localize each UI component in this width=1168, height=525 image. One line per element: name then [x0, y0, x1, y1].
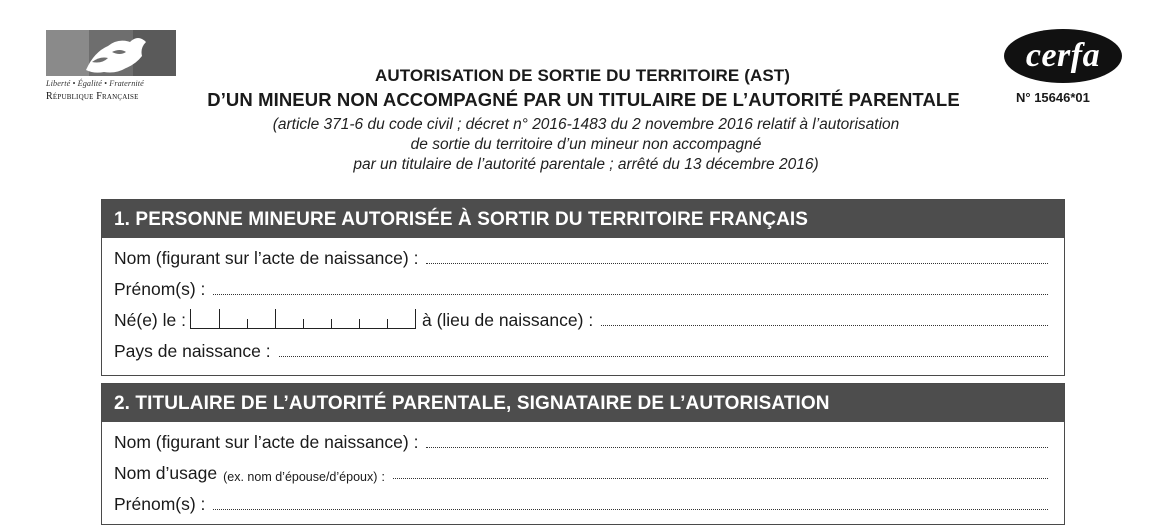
parent-usage-hint: (ex. nom d’épouse/d’époux): [223, 470, 378, 484]
parent-usage-field[interactable]: [393, 477, 1048, 479]
minor-birth-row: [102, 300, 1064, 331]
minor-nom-row: [102, 238, 1064, 269]
form-title-line2: D’UN MINEUR NON ACCOMPAGNÉ PAR UN TITULAIRE DE L’AUTORITÉ PARENTALE: [207, 89, 960, 110]
minor-prenom-label: Prénom(s) :: [114, 279, 206, 299]
parent-nom-label: Nom (figurant sur l’acte de naissance) :: [114, 432, 419, 452]
minor-prenom-field[interactable]: [213, 293, 1048, 295]
minor-prenom-row: [102, 269, 1064, 300]
parent-nom-row: [102, 422, 1064, 453]
parent-usage-label: Nom d’usage: [114, 463, 218, 483]
minor-birthplace-label: à (lieu de naissance) :: [421, 310, 594, 330]
logo-motto: Liberté • Égalité • Fraternité: [46, 79, 144, 88]
minor-country-label: Pays de naissance :: [114, 341, 271, 361]
form-title-line1: AUTORISATION DE SORTIE DU TERRITOIRE (AST): [374, 66, 791, 85]
cerfa-number: N° 15646*01: [1016, 90, 1090, 105]
parent-prenom-row: [102, 484, 1064, 515]
cerfa-label: cerfa: [1004, 29, 1122, 83]
minor-country-row: [102, 331, 1064, 362]
parent-usage-colon: :: [381, 469, 386, 484]
logo-republic: République Française: [46, 91, 139, 102]
subtitle-line1: (article 371-6 du code civil ; décret n° 2016-1483 du 2 novembre 2016 relatif à l’autorisation: [272, 116, 900, 133]
minor-nom-label: Nom (figurant sur l’acte de naissance) :: [114, 248, 419, 268]
minor-birthplace-field[interactable]: [601, 324, 1048, 326]
form-subtitle: [160, 115, 1012, 175]
parent-usage-row: [102, 453, 1064, 484]
subtitle-line3: par un titulaire de l’autorité parentale ; arrêté du 13 décembre 2016): [353, 156, 819, 173]
cerfa-logo: [1004, 29, 1122, 83]
marianne-icon: [46, 30, 176, 76]
minor-nom-field[interactable]: [426, 262, 1048, 264]
section2-heading: 2. TITULAIRE DE L’AUTORITÉ PARENTALE, SIGNATAIRE DE L’AUTORISATION: [102, 384, 1064, 422]
minor-country-field[interactable]: [279, 355, 1048, 357]
parent-prenom-label: Prénom(s) :: [114, 494, 206, 514]
parent-nom-field[interactable]: [426, 446, 1048, 448]
section-parent: [101, 383, 1065, 525]
minor-birthdate-field[interactable]: [190, 309, 416, 329]
republique-francaise-logo: [46, 30, 180, 102]
minor-birthdate-label: Né(e) le :: [114, 310, 186, 330]
subtitle-line2: de sortie du territoire d’un mineur non accompagné: [410, 136, 762, 153]
section1-heading: 1. PERSONNE MINEURE AUTORISÉE À SORTIR DU TERRITOIRE FRANÇAIS: [102, 200, 1064, 238]
section-minor: [101, 199, 1065, 376]
